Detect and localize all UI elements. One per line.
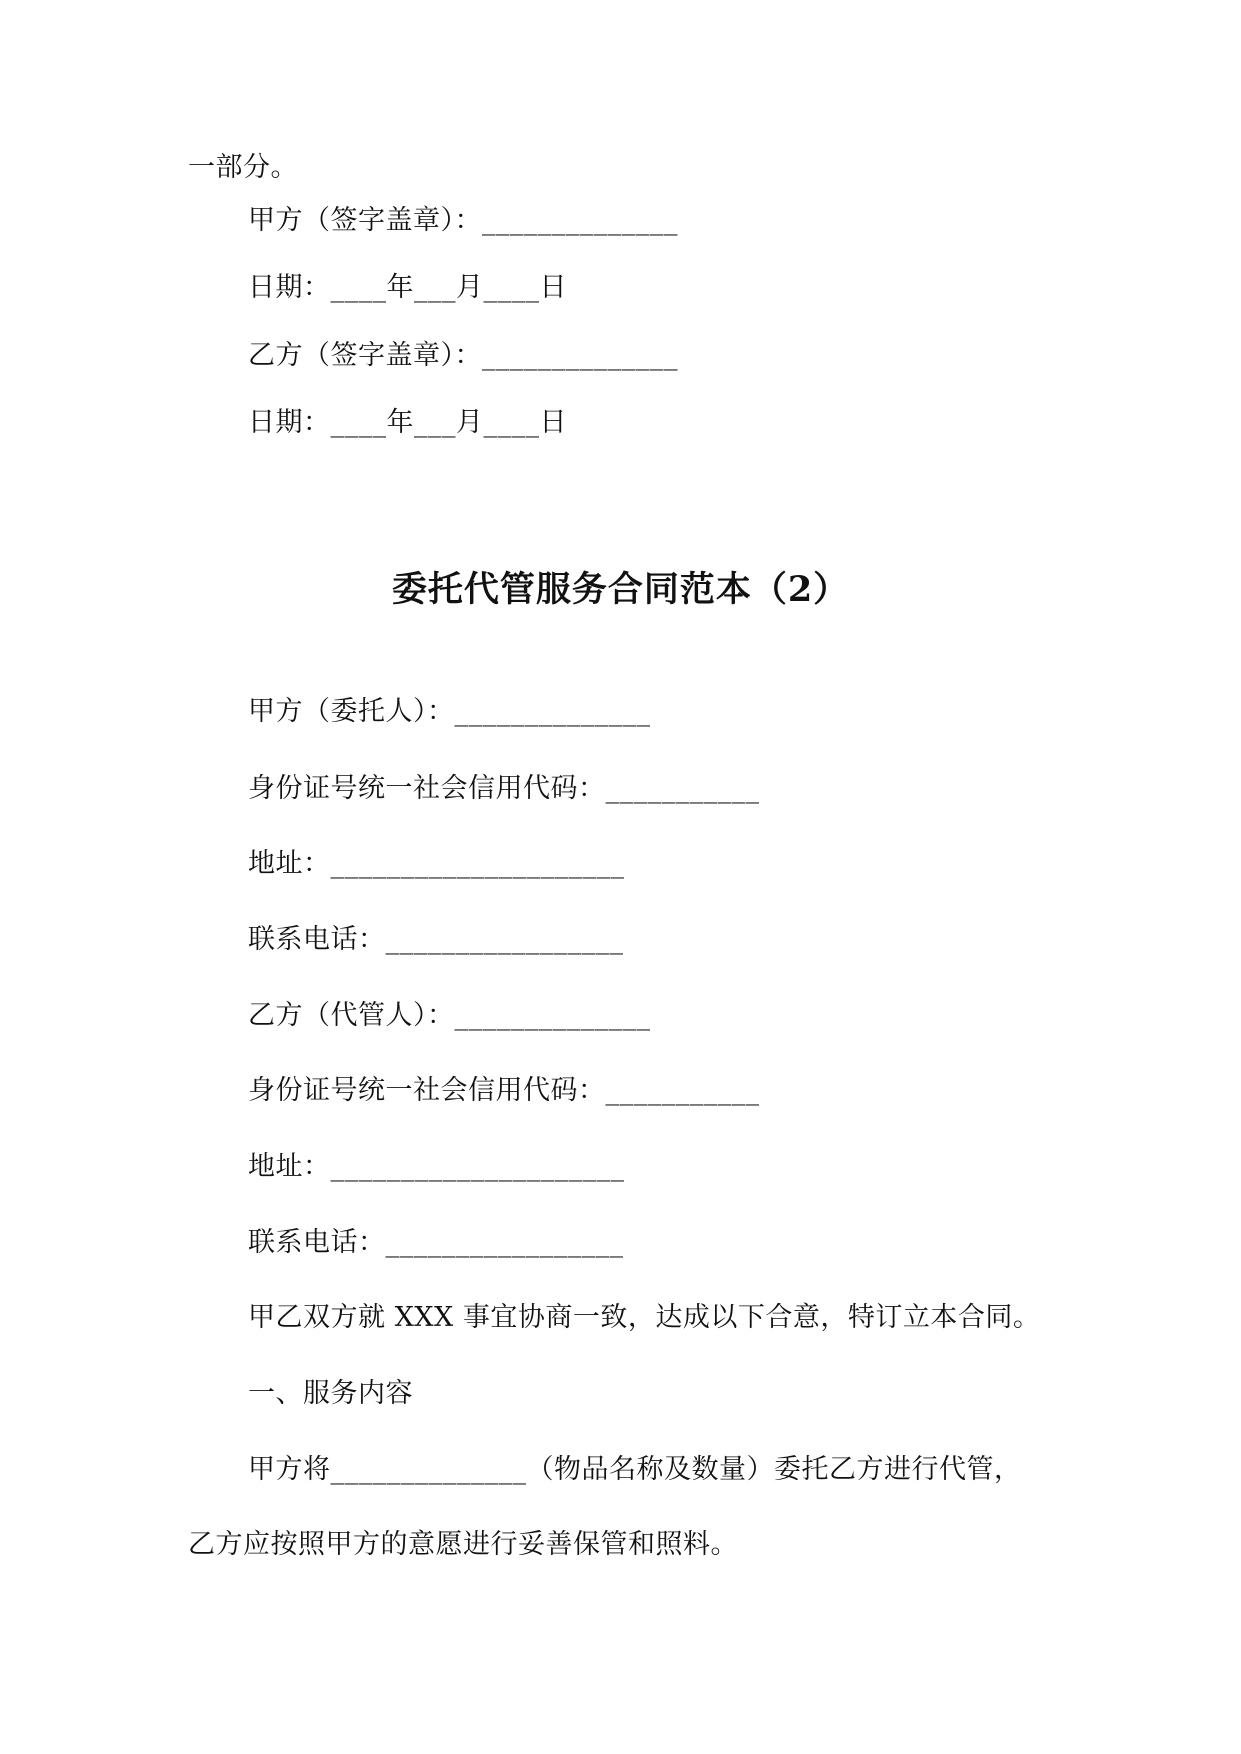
party-a-name-line: 甲方（委托人）：______________: [248, 696, 651, 727]
party-a-phone-line: 联系电话：_________________: [248, 924, 624, 955]
party-a-date-line: 日期：____年___月____日: [248, 272, 567, 303]
party-b-signature-line: 乙方（签字盖章）：______________: [248, 340, 678, 371]
party-a-address-line: 地址：_____________________: [248, 848, 625, 879]
party-a-id-line: 身份证号统一社会信用代码：___________: [248, 773, 760, 804]
section-1-body-line-1: 甲方将______________（物品名称及数量）委托乙方进行代管，: [248, 1454, 1022, 1485]
party-b-phone-line: 联系电话：_________________: [248, 1227, 624, 1258]
section-1-body-line-2: 乙方应按照甲方的意愿进行妥善保管和照料。: [188, 1529, 738, 1560]
party-b-id-line: 身份证号统一社会信用代码：___________: [248, 1075, 760, 1106]
section-1-heading: 一、服务内容: [248, 1378, 413, 1409]
party-b-date-line: 日期：____年___月____日: [248, 407, 567, 438]
continued-fragment: 一部分。: [188, 152, 298, 183]
party-b-name-line: 乙方（代管人）：______________: [248, 1000, 651, 1031]
party-b-address-line: 地址：_____________________: [248, 1151, 625, 1182]
contract-title: 委托代管服务合同范本（2）: [391, 569, 850, 610]
preamble-paragraph: 甲乙双方就 XXX 事宜协商一致，达成以下合意，特订立本合同。: [248, 1302, 1041, 1333]
party-a-signature-line: 甲方（签字盖章）：______________: [248, 205, 678, 236]
